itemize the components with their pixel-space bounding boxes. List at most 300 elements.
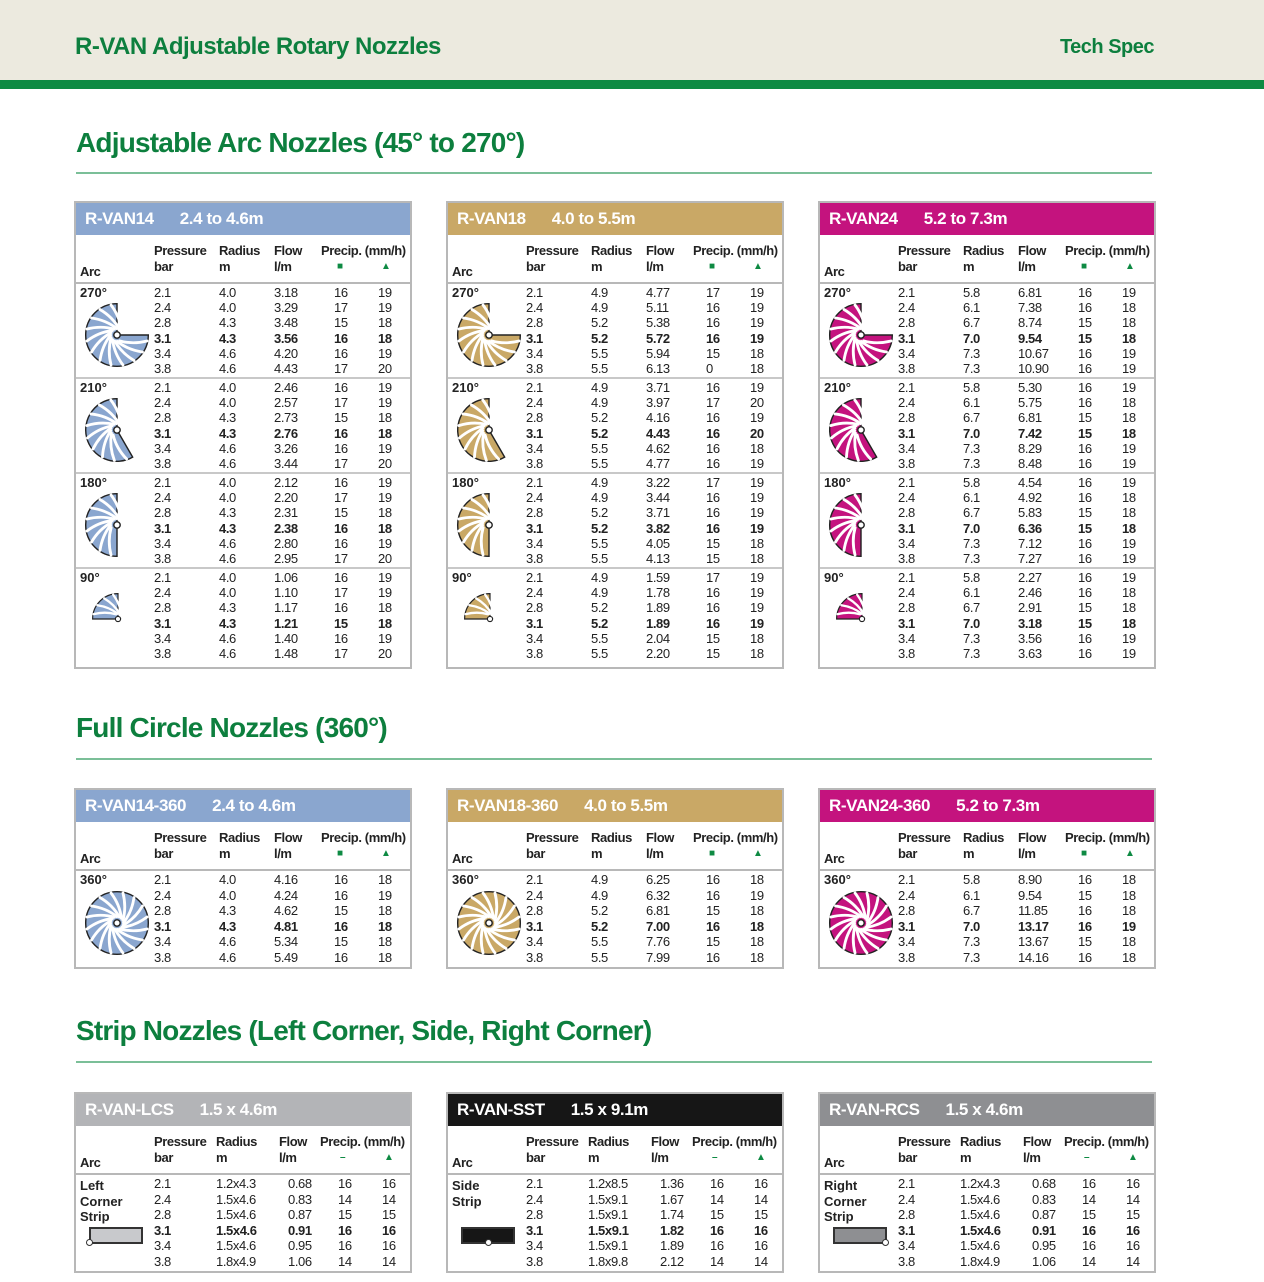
arc-group — [448, 569, 782, 662]
precip-triangle-value: 18 — [750, 903, 764, 918]
pressure-value: 2.8 — [154, 315, 171, 331]
pressure-value: 2.4 — [526, 585, 543, 601]
flow-value: 3.26 — [274, 440, 298, 456]
radius-col-label: Radius — [219, 830, 260, 845]
flow-value: 3.48 — [274, 315, 298, 331]
table-row — [820, 490, 1154, 505]
table-row — [76, 570, 410, 585]
flow-value: 1.21 — [274, 615, 298, 631]
arc-col-label: Arc — [824, 264, 845, 279]
table-header — [448, 1094, 782, 1126]
precip-col-label: Precip. (mm/h) — [1065, 830, 1150, 845]
table-row — [820, 888, 1154, 903]
precip-triangle-value: 18 — [378, 918, 392, 934]
precip-square-value: 16 — [334, 570, 348, 585]
radius-value: 4.6 — [219, 646, 236, 661]
precip-triangle-value: 18 — [1122, 315, 1136, 331]
precip-square-value: 16 — [1082, 1238, 1096, 1253]
radius-value: 1.5x9.1 — [588, 1207, 628, 1222]
flow-value: 3.71 — [646, 505, 670, 521]
precip-triangle-value: 14 — [382, 1253, 396, 1269]
flow-value: 3.56 — [274, 330, 298, 346]
precip-square-value: 15 — [706, 535, 720, 551]
pressure-value: 2.8 — [898, 410, 915, 426]
pressure-value: 3.8 — [526, 456, 543, 471]
table-row — [448, 315, 782, 330]
arc-group — [820, 871, 1154, 965]
precip-square-value: 16 — [1078, 903, 1092, 918]
table-row — [448, 600, 782, 615]
table-row — [448, 346, 782, 361]
section-title-full-circle: Full Circle Nozzles (360°) — [76, 712, 387, 743]
radius-value: 4.9 — [591, 872, 608, 887]
table-row — [448, 950, 782, 965]
precip-square-symbol: ■ — [1081, 848, 1087, 859]
precip-triangle-value: 18 — [1122, 600, 1136, 616]
precip-triangle-value: 15 — [1126, 1207, 1140, 1222]
bar-unit-label: bar — [154, 1150, 174, 1165]
precip-triangle-symbol: ▲ — [384, 1152, 394, 1163]
table-row — [448, 426, 782, 441]
precip-square-value: 16 — [706, 615, 720, 631]
flow-value: 13.17 — [1018, 918, 1049, 934]
tech-spec-tag: Tech Spec — [1059, 36, 1154, 58]
flow-value: 8.29 — [1018, 440, 1042, 456]
precip-col-label: Precip. (mm/h) — [320, 1134, 405, 1149]
precip-col-label: Precip. (mm/h) — [692, 1134, 777, 1149]
precip-square-value: 14 — [338, 1191, 352, 1207]
flow-value: 7.27 — [1018, 551, 1042, 566]
nozzle-table-r-van-lcs — [74, 1092, 412, 1273]
arc-col-label: Arc — [452, 264, 473, 279]
pressure-value: 2.4 — [154, 1191, 171, 1207]
strip-group — [76, 1175, 410, 1269]
flow-value: 2.91 — [1018, 600, 1042, 616]
bar-unit-label: bar — [526, 1150, 546, 1165]
table-row — [820, 410, 1154, 425]
precip-triangle-symbol: ▲ — [753, 261, 763, 272]
precip-triangle-value: 16 — [1126, 1222, 1140, 1238]
model-name: R-VAN18 — [457, 209, 526, 228]
precip-triangle-value: 19 — [750, 570, 764, 585]
table-row — [448, 616, 782, 631]
table-row — [820, 616, 1154, 631]
pressure-value: 3.8 — [526, 646, 543, 661]
pressure-value: 2.8 — [898, 1207, 915, 1222]
radius-range: 2.4 to 4.6m — [212, 796, 296, 815]
table-row — [820, 441, 1154, 456]
pressure-col-label: Pressure — [154, 830, 207, 845]
flow-value: 2.31 — [274, 505, 298, 521]
precip-square-value: 16 — [706, 600, 720, 616]
m-unit-label: m — [591, 259, 603, 274]
precip-triangle-value: 19 — [1122, 456, 1136, 471]
pressure-value: 2.1 — [154, 380, 171, 395]
precip-square-symbol: ■ — [337, 261, 343, 272]
precip-square-value: 17 — [334, 300, 348, 316]
arc-label-line: Corner — [824, 1193, 867, 1209]
pressure-value: 2.1 — [898, 1176, 915, 1191]
pressure-value: 3.1 — [526, 425, 543, 441]
arc-group — [448, 871, 782, 965]
pressure-value: 3.8 — [898, 949, 915, 965]
radius-value: 1.2x8.5 — [588, 1176, 628, 1191]
radius-value: 6.7 — [963, 600, 980, 616]
precip-triangle-value: 18 — [1122, 330, 1136, 346]
precip-triangle-value: 19 — [750, 520, 764, 536]
precip-triangle-value: 18 — [1122, 615, 1136, 631]
pressure-value: 3.8 — [154, 551, 171, 566]
arc-label-line: Left — [80, 1178, 104, 1193]
flow-value: 2.46 — [274, 380, 298, 395]
arc-label-line: Strip — [452, 1193, 482, 1209]
table-row — [820, 934, 1154, 949]
precip-triangle-value: 18 — [378, 934, 392, 949]
column-header — [448, 822, 782, 871]
flow-value: 8.74 — [1018, 315, 1042, 331]
flow-value: 5.75 — [1018, 395, 1042, 411]
precip-square-symbol: ■ — [709, 848, 715, 859]
table-row — [76, 888, 410, 903]
precip-col-label: Precip. (mm/h) — [321, 830, 406, 845]
precip-triangle-value: 18 — [378, 520, 392, 536]
precip-square-value: 16 — [1078, 300, 1092, 316]
flow-value: 7.12 — [1018, 535, 1042, 551]
model-name: R-VAN-LCS — [85, 1100, 174, 1119]
precip-triangle-value: 18 — [750, 872, 764, 887]
nozzle-table-r-van18-360 — [446, 788, 784, 969]
flow-col-label: Flow — [1023, 1134, 1052, 1149]
model-name: R-VAN-RCS — [829, 1100, 920, 1119]
radius-value: 5.5 — [591, 345, 608, 361]
pressure-value: 3.4 — [154, 535, 171, 551]
pressure-value: 2.8 — [526, 903, 543, 918]
pressure-value: 2.8 — [526, 1207, 543, 1222]
radius-value: 7.3 — [963, 535, 980, 551]
radius-value: 4.3 — [219, 505, 236, 521]
table-row — [76, 490, 410, 505]
table-row — [820, 346, 1154, 361]
flow-value: 4.77 — [646, 456, 670, 471]
flow-value: 3.44 — [274, 456, 298, 471]
precip-square-value: 16 — [706, 887, 720, 903]
table-row — [820, 505, 1154, 520]
flow-value: 1.06 — [274, 570, 298, 585]
precip-square-value: 16 — [1078, 585, 1092, 601]
radius-value: 6.1 — [963, 490, 980, 506]
arc-group — [820, 379, 1154, 474]
pressure-value: 3.8 — [898, 361, 915, 376]
precip-col-label: Precip. (mm/h) — [693, 830, 778, 845]
pressure-value: 3.4 — [526, 1238, 543, 1253]
radius-value: 5.8 — [963, 380, 980, 395]
flow-value: 0.91 — [288, 1222, 312, 1238]
precip-triangle-value: 19 — [378, 285, 392, 300]
precip-square-value: 16 — [334, 520, 348, 536]
flow-value: 1.78 — [646, 585, 670, 601]
precip-triangle-value: 18 — [1122, 903, 1136, 918]
pressure-col-label: Pressure — [526, 243, 579, 258]
pressure-value: 3.4 — [154, 934, 171, 949]
pressure-value: 3.4 — [526, 630, 543, 646]
flow-value: 0.87 — [288, 1207, 312, 1222]
precip-square-value: 16 — [1078, 395, 1092, 411]
radius-value: 4.6 — [219, 345, 236, 361]
precip-triangle-symbol: ▲ — [1125, 261, 1135, 272]
pressure-value: 2.8 — [154, 410, 171, 426]
flow-value: 4.16 — [646, 410, 670, 426]
precip-triangle-symbol: ▲ — [381, 848, 391, 859]
precip-triangle-value: 18 — [750, 934, 764, 949]
m-unit-label: m — [963, 259, 975, 274]
bar-unit-label: bar — [154, 846, 174, 861]
precip-square-value: 16 — [1078, 490, 1092, 506]
bar-unit-label: bar — [154, 259, 174, 274]
table-row — [820, 475, 1154, 490]
radius-value: 4.0 — [219, 380, 236, 395]
pressure-value: 2.1 — [898, 285, 915, 300]
table-row — [448, 551, 782, 566]
radius-range: 2.4 to 4.6m — [179, 209, 264, 228]
flow-value: 0.87 — [1032, 1207, 1056, 1222]
precip-triangle-value: 19 — [750, 410, 764, 426]
precip-triangle-value: 18 — [750, 551, 764, 566]
flow-value: 4.20 — [274, 345, 298, 361]
radius-value: 5.5 — [591, 551, 608, 566]
arc-group — [820, 284, 1154, 379]
pressure-value: 2.4 — [898, 300, 915, 316]
precip-square-value: 16 — [334, 425, 348, 441]
pressure-value: 2.4 — [898, 395, 915, 411]
pressure-value: 3.4 — [526, 535, 543, 551]
m-unit-label: m — [591, 846, 603, 861]
table-row — [448, 410, 782, 425]
precip-triangle-value: 19 — [378, 440, 392, 456]
pressure-value: 3.4 — [898, 345, 915, 361]
flow-value: 5.94 — [646, 345, 670, 361]
precip-square-value: 15 — [334, 505, 348, 521]
arc-label-line: Side — [452, 1178, 480, 1193]
table-row — [448, 1223, 782, 1238]
arc-group — [448, 474, 782, 569]
pressure-value: 3.1 — [898, 425, 915, 441]
pressure-value: 3.1 — [154, 918, 171, 934]
table-row — [448, 872, 782, 887]
precip-triangle-value: 14 — [1126, 1253, 1140, 1269]
arc-label: 270° — [80, 285, 107, 300]
precip-square-value: 16 — [1082, 1176, 1096, 1191]
flow-value: 3.71 — [646, 380, 670, 395]
arc-label: 210° — [80, 380, 107, 395]
flow-value: 2.73 — [274, 410, 298, 426]
table-row — [76, 315, 410, 330]
precip-square-symbol: – — [340, 1152, 346, 1163]
pressure-value: 3.8 — [526, 361, 543, 376]
precip-square-value: 16 — [334, 330, 348, 346]
precip-triangle-value: 18 — [1122, 300, 1136, 316]
pressure-value: 2.1 — [526, 872, 543, 887]
pressure-value: 3.4 — [898, 440, 915, 456]
precip-triangle-value: 16 — [1126, 1238, 1140, 1253]
radius-value: 5.2 — [591, 615, 608, 631]
precip-square-value: 16 — [706, 315, 720, 331]
pressure-value: 2.1 — [898, 475, 915, 490]
radius-value: 7.3 — [963, 934, 980, 949]
flow-value: 1.89 — [646, 600, 670, 616]
radius-value: 5.5 — [591, 934, 608, 949]
pressure-value: 2.8 — [154, 1207, 171, 1222]
precip-square-value: 15 — [1078, 425, 1092, 441]
precip-triangle-value: 18 — [1122, 490, 1136, 506]
pressure-value: 2.8 — [154, 505, 171, 521]
flow-value: 5.38 — [646, 315, 670, 331]
pressure-col-label: Pressure — [526, 1134, 579, 1149]
precip-triangle-value: 20 — [750, 425, 764, 441]
pressure-value: 2.8 — [898, 600, 915, 616]
pressure-value: 3.1 — [154, 425, 171, 441]
radius-value: 5.5 — [591, 646, 608, 661]
nozzle-table-r-van24 — [818, 201, 1156, 669]
model-name: R-VAN24-360 — [829, 796, 931, 815]
pressure-value: 2.8 — [898, 903, 915, 918]
precip-square-value: 16 — [334, 918, 348, 934]
table-row — [448, 441, 782, 456]
precip-square-value: 17 — [334, 456, 348, 471]
precip-triangle-value: 18 — [378, 903, 392, 918]
precip-square-value: 15 — [1078, 315, 1092, 331]
table-row — [76, 585, 410, 600]
radius-value: 1.2x4.3 — [960, 1176, 1000, 1191]
table-row — [448, 1192, 782, 1207]
pressure-value: 3.8 — [526, 1253, 543, 1269]
flow-value: 6.81 — [1018, 410, 1042, 426]
arc-label: 180° — [824, 475, 851, 490]
precip-triangle-value: 16 — [1126, 1176, 1140, 1191]
pressure-value: 3.1 — [154, 615, 171, 631]
precip-square-value: 14 — [710, 1191, 724, 1207]
precip-square-value: 16 — [1078, 380, 1092, 395]
flow-value: 2.27 — [1018, 570, 1042, 585]
radius-value: 4.0 — [219, 300, 236, 316]
section-rule — [76, 758, 1152, 760]
pressure-value: 2.4 — [898, 1191, 915, 1207]
lm-unit-label: l/m — [646, 846, 664, 861]
radius-value: 5.2 — [591, 520, 608, 536]
precip-triangle-value: 19 — [1122, 440, 1136, 456]
column-header — [76, 235, 410, 284]
radius-value: 5.2 — [591, 330, 608, 346]
precip-square-value: 16 — [710, 1176, 724, 1191]
flow-value: 2.12 — [274, 475, 298, 490]
precip-triangle-value: 18 — [1122, 934, 1136, 949]
table-row — [76, 903, 410, 918]
radius-value: 6.1 — [963, 300, 980, 316]
pressure-value: 2.1 — [154, 475, 171, 490]
precip-triangle-value: 18 — [378, 330, 392, 346]
precip-square-value: 16 — [338, 1222, 352, 1238]
precip-square-value: 16 — [1078, 570, 1092, 585]
nozzle-table-r-van14-360 — [74, 788, 412, 969]
radius-range: 4.0 to 5.5m — [584, 796, 668, 815]
pressure-value: 2.4 — [898, 887, 915, 903]
pressure-value: 3.1 — [526, 615, 543, 631]
radius-value: 4.0 — [219, 872, 236, 887]
flow-value: 7.99 — [646, 949, 670, 965]
precip-triangle-value: 15 — [382, 1207, 396, 1222]
m-unit-label: m — [588, 1150, 600, 1165]
table-row — [76, 300, 410, 315]
pressure-value: 2.4 — [526, 300, 543, 316]
precip-triangle-value: 18 — [378, 872, 392, 887]
precip-square-value: 15 — [706, 630, 720, 646]
precip-col-label: Precip. (mm/h) — [1065, 243, 1150, 258]
radius-value: 7.3 — [963, 345, 980, 361]
radius-value: 1.5x9.1 — [588, 1238, 628, 1253]
table-row — [448, 475, 782, 490]
radius-value: 4.0 — [219, 887, 236, 903]
precip-square-value: 16 — [706, 330, 720, 346]
precip-square-value: 16 — [1078, 630, 1092, 646]
flow-col-label: Flow — [274, 830, 303, 845]
flow-value: 4.43 — [274, 361, 298, 376]
pressure-value: 2.1 — [898, 570, 915, 585]
precip-triangle-value: 19 — [1122, 535, 1136, 551]
precip-square-value: 16 — [1082, 1222, 1096, 1238]
precip-square-value: 16 — [1078, 872, 1092, 887]
table-row — [76, 919, 410, 934]
pressure-value: 3.8 — [898, 646, 915, 661]
table-row — [448, 395, 782, 410]
pressure-value: 3.4 — [154, 630, 171, 646]
flow-value: 3.18 — [1018, 615, 1042, 631]
arc-col-label: Arc — [80, 264, 101, 279]
flow-value: 6.36 — [1018, 520, 1042, 536]
flow-value: 3.18 — [274, 285, 298, 300]
pressure-value: 3.8 — [898, 456, 915, 471]
column-header — [820, 235, 1154, 284]
table-header — [76, 203, 410, 235]
radius-value: 7.3 — [963, 361, 980, 376]
model-name: R-VAN14 — [85, 209, 154, 228]
flow-value: 9.54 — [1018, 330, 1042, 346]
model-name: R-VAN14-360 — [85, 796, 187, 815]
radius-value: 7.3 — [963, 440, 980, 456]
precip-triangle-value: 19 — [750, 330, 764, 346]
flow-value: 1.74 — [660, 1207, 684, 1222]
nozzle-table-r-van14 — [74, 201, 412, 669]
flow-value: 1.89 — [646, 615, 670, 631]
column-header — [820, 822, 1154, 871]
table-row — [76, 600, 410, 615]
radius-value: 4.3 — [219, 410, 236, 426]
radius-value: 5.5 — [591, 949, 608, 965]
radius-value: 5.2 — [591, 903, 608, 918]
precip-triangle-value: 18 — [750, 630, 764, 646]
flow-value: 6.81 — [646, 903, 670, 918]
precip-triangle-value: 19 — [750, 300, 764, 316]
radius-value: 4.0 — [219, 585, 236, 601]
radius-value: 4.0 — [219, 475, 236, 490]
arc-group — [76, 569, 410, 662]
table-row — [820, 380, 1154, 395]
arc-group — [820, 569, 1154, 662]
table-row — [76, 380, 410, 395]
radius-range: 5.2 to 7.3m — [956, 796, 1040, 815]
m-unit-label: m — [960, 1150, 972, 1165]
flow-value: 5.83 — [1018, 505, 1042, 521]
radius-value: 4.0 — [219, 570, 236, 585]
table-row — [820, 950, 1154, 965]
